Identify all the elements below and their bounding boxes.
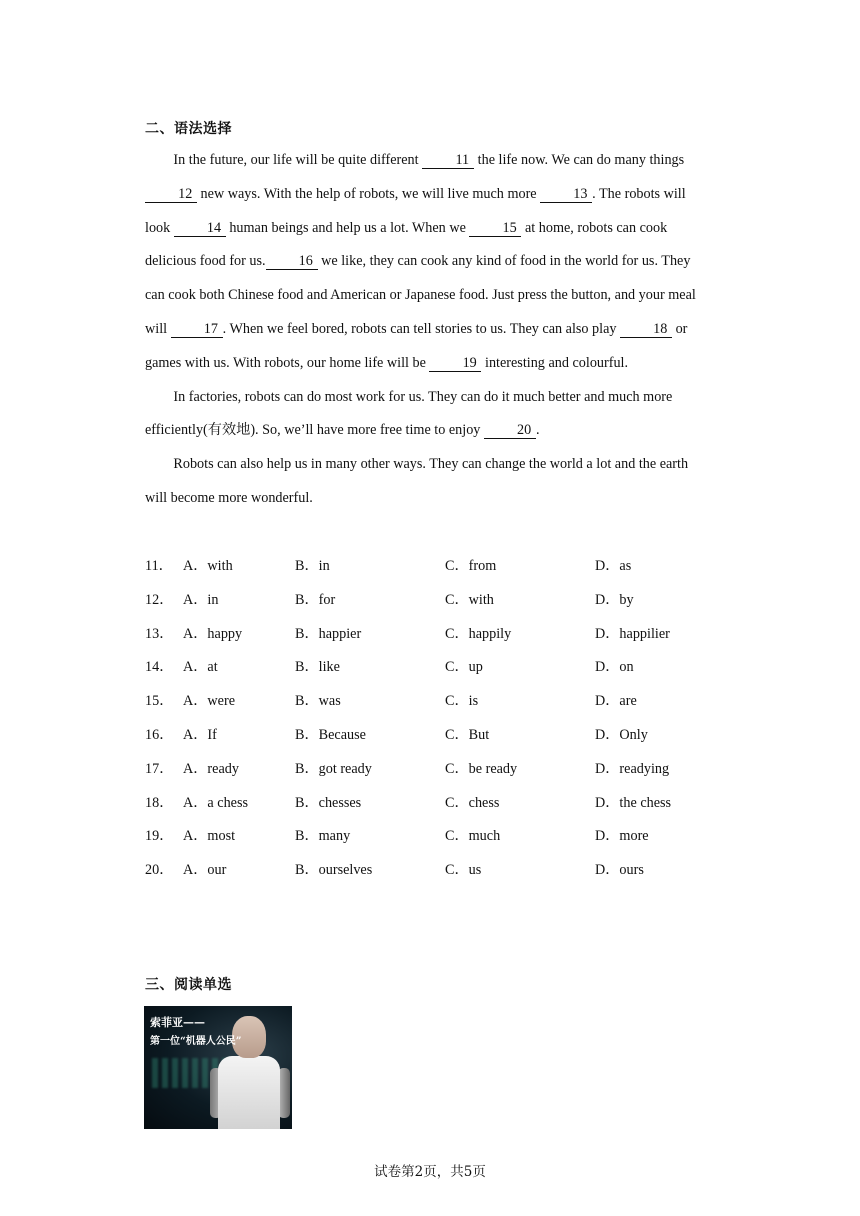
blank-13: 13 (540, 186, 592, 203)
blank-18: 18 (620, 321, 672, 338)
section-title-reading: 三、阅读单选 (145, 977, 232, 993)
passage-text: . The robots will look (145, 185, 686, 236)
question-number: 12． (145, 591, 174, 608)
passage-text: human beings and help us a lot. When we (225, 219, 470, 236)
passage-text: In the future, our life will be quite different (173, 152, 423, 168)
option-a[interactable]: A．a chess (183, 794, 249, 811)
option-a[interactable]: A．with (183, 558, 233, 574)
option-a[interactable]: A．our (183, 862, 227, 879)
option-a[interactable]: A．were (183, 693, 235, 710)
option-c[interactable]: C．much (445, 828, 501, 845)
passage-paragraph-3: Robots can also help us in many other ways. They can change the world a lot and the earth will become more wonderful. (145, 456, 689, 506)
question-number: 15． (145, 693, 174, 710)
question-number: 18． (145, 794, 174, 811)
blank-12: 12 (145, 186, 197, 203)
question-row (145, 550, 745, 584)
option-b[interactable]: B．happier (295, 625, 362, 642)
passage-text: new ways. With the help of robots, we will live much more (197, 185, 541, 202)
option-a[interactable]: A．at (183, 659, 218, 676)
question-number: 14． (145, 659, 174, 676)
option-c[interactable]: C．from (445, 558, 497, 574)
question-row (145, 651, 745, 685)
passage-text: . (535, 422, 540, 439)
passage-text: at home, robots can cook delicious food for us. (145, 219, 668, 270)
option-d[interactable]: D．by (595, 591, 634, 608)
question-number: 13． (145, 625, 174, 642)
blank-16: 16 (266, 253, 318, 270)
option-d[interactable]: D．readying (595, 760, 670, 777)
option-c[interactable]: C．up (445, 659, 483, 676)
option-b[interactable]: B．Because (295, 726, 366, 743)
question-row (145, 753, 745, 787)
option-c[interactable]: C．But (445, 726, 490, 743)
option-b[interactable]: B．was (295, 693, 341, 710)
option-c[interactable]: C．be ready (445, 760, 518, 777)
option-c[interactable]: C．happily (445, 625, 512, 642)
option-b[interactable]: B．many (295, 828, 351, 845)
blank-15: 15 (469, 220, 521, 237)
option-a[interactable]: A．ready (183, 760, 239, 777)
option-b[interactable]: B．in (295, 558, 330, 574)
passage-paragraph-1 (145, 144, 713, 381)
passage-text: we like, they can cook any kind of food in the world for us. They can cook both Chinese food and American or Japanese food. Just press the button, and your meal will (145, 253, 696, 337)
image-caption-line-2: 第一位“机器人公民” (150, 1036, 242, 1047)
option-b[interactable]: B．like (295, 659, 340, 676)
section-title-grammar: 二、语法选择 (145, 121, 232, 137)
blank-11: 11 (422, 152, 474, 169)
option-d[interactable]: D．as (595, 558, 632, 574)
question-number: 11． (145, 558, 173, 574)
option-d[interactable]: D．Only (595, 726, 648, 743)
option-d[interactable]: D．ours (595, 862, 644, 879)
passage-text: interesting and colourful. (481, 354, 629, 371)
question-row (145, 787, 745, 821)
option-b[interactable]: B．for (295, 591, 336, 608)
passage-text: or games with us. With robots, our home life will be (145, 320, 688, 371)
robot-body (218, 1056, 280, 1129)
question-number: 16． (145, 726, 174, 743)
question-number: 20． (145, 862, 174, 879)
option-c[interactable]: C．us (445, 862, 482, 879)
question-row (145, 618, 745, 652)
option-a[interactable]: A．most (183, 828, 236, 845)
blank-17: 17 (171, 321, 223, 338)
passage-text: In factories, robots can do most work for us. They can do it much better and much more efficiently(有效地). So, we’ll have more free time to enjoy (145, 388, 673, 439)
blank-19: 19 (429, 355, 481, 372)
option-d[interactable]: D．happilier (595, 625, 670, 642)
passage-text: . When we feel bored, robots can tell stories to us. They can also play (222, 320, 621, 337)
question-number: 19． (145, 828, 174, 845)
option-d[interactable]: D．the chess (595, 794, 672, 811)
option-d[interactable]: D．on (595, 659, 634, 676)
option-c[interactable]: C．with (445, 591, 494, 608)
passage-paragraph-2 (145, 381, 713, 449)
option-d[interactable]: D．are (595, 693, 637, 710)
option-d[interactable]: D．more (595, 828, 649, 845)
cloze-passage (145, 144, 713, 516)
question-number: 17． (145, 760, 174, 777)
option-b[interactable]: B．ourselves (295, 862, 373, 879)
question-list (145, 550, 745, 888)
question-row (145, 820, 745, 854)
page-footer: 试卷第2页，共5页 (374, 1164, 486, 1180)
option-b[interactable]: B．chesses (295, 794, 362, 811)
option-a[interactable]: A．happy (183, 625, 243, 642)
question-row (145, 854, 745, 888)
option-a[interactable]: A．If (183, 726, 217, 743)
image-caption-line-1: 索菲亚—— (150, 1016, 205, 1029)
question-row (145, 584, 745, 618)
option-a[interactable]: A．in (183, 591, 219, 608)
option-c[interactable]: C．is (445, 693, 479, 710)
question-row (145, 719, 745, 753)
question-row (145, 685, 745, 719)
blank-14: 14 (174, 220, 226, 237)
robot-sophia-image (144, 1006, 292, 1129)
option-b[interactable]: B．got ready (295, 760, 372, 777)
option-c[interactable]: C．chess (445, 794, 500, 811)
blank-20: 20 (484, 422, 536, 439)
passage-text: the life now. We can do many things (474, 152, 685, 168)
